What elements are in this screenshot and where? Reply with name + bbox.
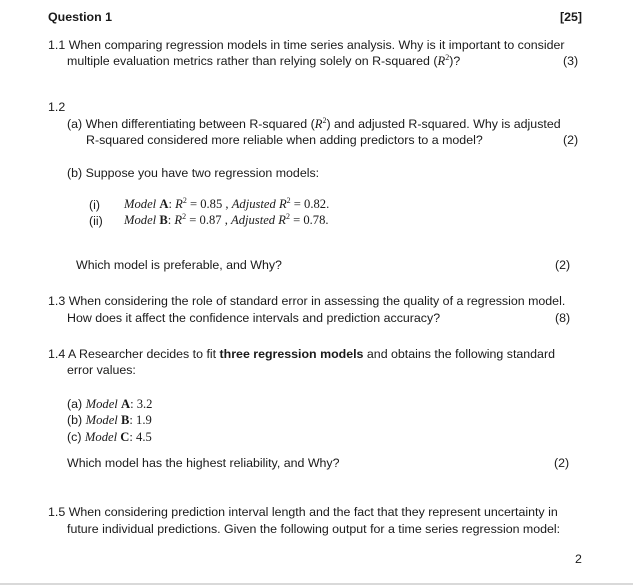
item-label: (a) xyxy=(67,397,83,411)
model-list-item xyxy=(89,214,103,228)
q1-3-number: 1.3 xyxy=(48,294,66,308)
q1-3-line1 xyxy=(48,294,565,308)
q1-3-text-line1: When considering the role of standard error in assessing the quality of a regression model. xyxy=(68,294,566,308)
model-letter: B xyxy=(159,213,168,227)
question-title: Question 1 xyxy=(48,10,113,24)
se-value: 4.5 xyxy=(136,430,152,444)
q1-2b-marks: (2) xyxy=(555,258,571,272)
adjusted-r2-value: = 0.82. xyxy=(293,197,330,211)
q1-1-line1 xyxy=(48,38,565,52)
r2-value: = 0.85 xyxy=(189,197,223,211)
adjusted-r2-value: = 0.78. xyxy=(293,213,329,227)
model-b-stats: Model B: $R^2 = 0.87$ , Adjusted $R^2 = 0.78$. xyxy=(124,212,329,227)
model-letter: A xyxy=(120,397,131,411)
q1-2b-intro-line xyxy=(67,166,319,180)
model-list-item xyxy=(89,198,100,212)
q1-2a-text-line1-end: ) and adjusted R-squared. Why is adjusted xyxy=(326,117,561,131)
q1-1-text-line2: multiple evaluation metrics rather than relying solely on R-squared ( xyxy=(67,54,438,68)
item-label: (c) xyxy=(67,430,82,444)
item-label: (ii) xyxy=(89,214,103,228)
model-a-stats: Model A: $R^2 = 0.85$ , Adjusted $R^2 = 0.82$. xyxy=(124,196,330,211)
model-letter: C xyxy=(120,430,130,444)
q1-4-number: 1.4 xyxy=(48,347,66,361)
q1-2a-text-line1: When differentiating between R-squared ( xyxy=(85,117,315,131)
se-value: 1.9 xyxy=(136,413,152,427)
q1-2a-line1 xyxy=(67,117,561,132)
model-letter: A xyxy=(159,197,169,211)
q1-5-line1 xyxy=(48,505,558,519)
q1-1-number: 1.1 xyxy=(48,38,66,52)
model-letter: B xyxy=(120,413,130,427)
item-label: (b) xyxy=(67,413,83,427)
q1-3-text-line2: How does it affect the confidence intervals and prediction accuracy? xyxy=(67,311,441,325)
q1-2a-label: (a) xyxy=(67,117,83,131)
question-total-marks: [25] xyxy=(560,10,583,24)
model-word: Model xyxy=(84,430,118,444)
q1-2a-line2: R-squared considered more reliable when adding predictors to a model? xyxy=(86,133,483,147)
q1-1-marks: (3) xyxy=(563,54,579,68)
q1-4-text-bold: three regression models xyxy=(219,347,364,361)
q1-1-line2 xyxy=(67,54,460,69)
r-squared-symbol: $R^2$ xyxy=(437,53,450,68)
model-word: Model xyxy=(85,397,118,411)
adjusted-word: Adjusted xyxy=(231,197,276,211)
q1-4-text-line2: error values: xyxy=(67,363,136,377)
q1-4-marks: (2) xyxy=(554,456,570,470)
model-word: Model xyxy=(124,213,157,227)
q1-3-marks: (8) xyxy=(555,311,571,325)
q1-4-text-pre: A Researcher decides to fit xyxy=(68,347,217,361)
q1-1-text-line2-end: )? xyxy=(449,54,461,68)
page-number: 2 xyxy=(575,552,582,566)
r2-value: = 0.87 xyxy=(189,213,222,227)
q1-5-text-line2: future individual predictions. Given the following output for a time series regression model: xyxy=(67,522,561,536)
item-label: (i) xyxy=(89,198,101,212)
q1-2b-intro: Suppose you have two regression models: xyxy=(85,166,320,180)
se-value: 3.2 xyxy=(136,397,153,411)
q1-2a-marks: (2) xyxy=(563,133,579,147)
q1-5-text-line1: When considering prediction interval length and the fact that they represent uncertainty in xyxy=(68,505,558,519)
q1-4-question: Which model has the highest reliability, and Why? xyxy=(67,456,340,470)
model-word: Model xyxy=(85,413,118,427)
se-item-c: (c) Model C: 4.5 xyxy=(67,430,152,444)
q1-4-text-post: and obtains the following standard xyxy=(366,347,555,361)
q1-4-line1 xyxy=(48,347,555,361)
model-word: Model xyxy=(124,197,157,211)
q1-1-text-line1: When comparing regression models in time series analysis. Why is it important to consider xyxy=(68,38,565,52)
q1-2b-question: Which model is preferable, and Why? xyxy=(76,258,282,272)
r-squared-symbol: $R^2$ xyxy=(314,116,327,131)
se-item-a: (a) Model A: 3.2 xyxy=(67,397,153,411)
adjusted-word: Adjusted xyxy=(231,213,276,227)
q1-2-number: 1.2 xyxy=(48,100,66,114)
se-item-b: (b) Model B: 1.9 xyxy=(67,413,152,427)
q1-2b-label: (b) xyxy=(67,166,83,180)
q1-5-number: 1.5 xyxy=(48,505,66,519)
